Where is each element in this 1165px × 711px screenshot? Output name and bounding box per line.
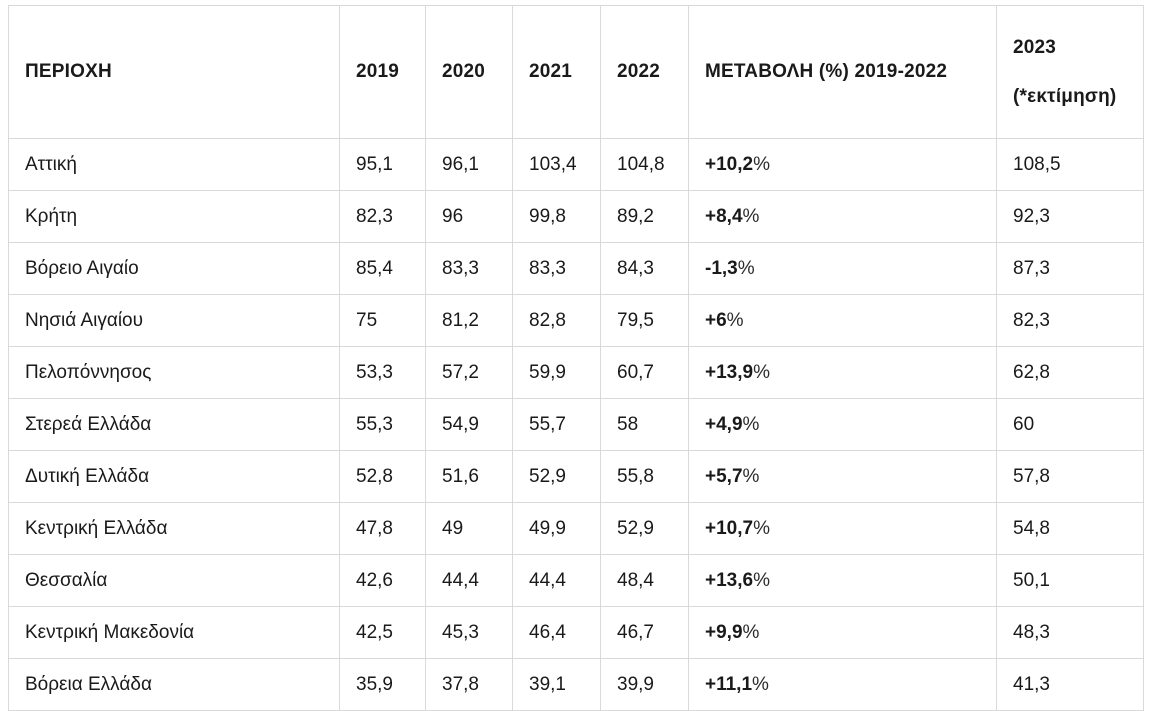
- percent-sign: %: [753, 361, 770, 383]
- value-2022-cell: 39,9: [601, 659, 689, 711]
- value-2022-cell: 52,9: [601, 503, 689, 555]
- table-header: [9, 6, 1144, 139]
- value-2019-cell: 42,6: [340, 555, 426, 607]
- change-value: +13,6: [705, 569, 754, 591]
- value-2019-cell: 55,3: [340, 399, 426, 451]
- value-2023-cell: 57,8: [997, 451, 1144, 503]
- region-cell: Θεσσαλία: [9, 555, 340, 607]
- column-header-change: ΜΕΤΑΒΟΛΗ (%) 2019-2022: [689, 6, 997, 139]
- header-row: [9, 6, 1144, 139]
- value-2022-cell: 60,7: [601, 347, 689, 399]
- value-2020-cell: 54,9: [426, 399, 513, 451]
- change-cell: [689, 607, 997, 659]
- value-2021-cell: 99,8: [513, 191, 601, 243]
- change-cell: [689, 139, 997, 191]
- value-2021-cell: 59,9: [513, 347, 601, 399]
- change-value: +5,7: [705, 465, 743, 487]
- column-header-region: ΠΕΡΙΟΧΗ: [9, 6, 340, 139]
- value-2021-cell: 39,1: [513, 659, 601, 711]
- value-2020-cell: 83,3: [426, 243, 513, 295]
- change-value: +6: [705, 309, 727, 331]
- region-cell: Βόρειο Αιγαίο: [9, 243, 340, 295]
- table-row: [9, 451, 1144, 503]
- change-value: +8,4: [705, 205, 743, 227]
- value-2021-cell: 44,4: [513, 555, 601, 607]
- region-cell: Βόρεια Ελλάδα: [9, 659, 340, 711]
- percent-sign: %: [726, 309, 744, 331]
- value-2019-cell: 52,8: [340, 451, 426, 503]
- change-value: -1,3: [705, 257, 738, 279]
- regions-table: [8, 5, 1144, 711]
- value-2023-cell: 41,3: [997, 659, 1144, 711]
- value-2023-cell: 87,3: [997, 243, 1144, 295]
- value-2019-cell: 42,5: [340, 607, 426, 659]
- value-2020-cell: 57,2: [426, 347, 513, 399]
- column-header-2021: 2021: [513, 6, 601, 139]
- value-2022-cell: 104,8: [601, 139, 689, 191]
- percent-sign: %: [753, 153, 770, 175]
- region-cell: Κρήτη: [9, 191, 340, 243]
- table-body: [9, 139, 1144, 711]
- value-2021-cell: 49,9: [513, 503, 601, 555]
- change-cell: [689, 243, 997, 295]
- value-2020-cell: 96: [426, 191, 513, 243]
- value-2021-cell: 46,4: [513, 607, 601, 659]
- change-cell: [689, 295, 997, 347]
- table-row: [9, 295, 1144, 347]
- region-cell: Αττική: [9, 139, 340, 191]
- table-row: [9, 243, 1144, 295]
- percent-sign: %: [752, 673, 769, 695]
- value-2022-cell: 46,7: [601, 607, 689, 659]
- table-row: [9, 399, 1144, 451]
- value-2021-cell: 52,9: [513, 451, 601, 503]
- value-2019-cell: 47,8: [340, 503, 426, 555]
- region-cell: Πελοπόννησος: [9, 347, 340, 399]
- value-2019-cell: 53,3: [340, 347, 426, 399]
- column-header-2020: 2020: [426, 6, 513, 139]
- region-cell: Κεντρική Μακεδονία: [9, 607, 340, 659]
- column-header-2023: [997, 6, 1144, 139]
- change-cell: [689, 659, 997, 711]
- value-2021-cell: 83,3: [513, 243, 601, 295]
- region-cell: Νησιά Αιγαίου: [9, 295, 340, 347]
- percent-sign: %: [737, 257, 755, 279]
- table-row: [9, 555, 1144, 607]
- region-cell: Κεντρική Ελλάδα: [9, 503, 340, 555]
- change-cell: [689, 399, 997, 451]
- value-2022-cell: 55,8: [601, 451, 689, 503]
- region-cell: Δυτική Ελλάδα: [9, 451, 340, 503]
- table-row: [9, 659, 1144, 711]
- value-2019-cell: 35,9: [340, 659, 426, 711]
- change-cell: [689, 555, 997, 607]
- value-2021-cell: 55,7: [513, 399, 601, 451]
- column-header-2023-year: 2023: [1013, 36, 1057, 58]
- column-header-2022: 2022: [601, 6, 689, 139]
- table-row: [9, 503, 1144, 555]
- value-2022-cell: 84,3: [601, 243, 689, 295]
- value-2022-cell: 79,5: [601, 295, 689, 347]
- value-2023-cell: 82,3: [997, 295, 1144, 347]
- value-2019-cell: 75: [340, 295, 426, 347]
- percent-sign: %: [742, 413, 760, 435]
- value-2023-cell: 108,5: [997, 139, 1144, 191]
- value-2023-cell: 60: [997, 399, 1144, 451]
- change-value: +11,1: [705, 673, 753, 695]
- value-2023-cell: 50,1: [997, 555, 1144, 607]
- change-cell: [689, 347, 997, 399]
- change-cell: [689, 191, 997, 243]
- change-value: +10,7: [705, 517, 754, 539]
- regions-table-wrapper: [8, 5, 1144, 711]
- change-value: +4,9: [705, 413, 743, 435]
- percent-sign: %: [753, 569, 770, 591]
- table-row: [9, 347, 1144, 399]
- percent-sign: %: [753, 517, 770, 539]
- value-2020-cell: 44,4: [426, 555, 513, 607]
- table-row: [9, 607, 1144, 659]
- value-2023-cell: 48,3: [997, 607, 1144, 659]
- change-value: +10,2: [705, 153, 754, 175]
- value-2019-cell: 82,3: [340, 191, 426, 243]
- value-2023-cell: 54,8: [997, 503, 1144, 555]
- value-2022-cell: 89,2: [601, 191, 689, 243]
- value-2022-cell: 48,4: [601, 555, 689, 607]
- value-2019-cell: 85,4: [340, 243, 426, 295]
- change-cell: [689, 503, 997, 555]
- change-value: +13,9: [705, 361, 754, 383]
- table-row: [9, 139, 1144, 191]
- percent-sign: %: [742, 465, 760, 487]
- region-cell: Στερεά Ελλάδα: [9, 399, 340, 451]
- change-value: +9,9: [705, 621, 743, 643]
- value-2020-cell: 37,8: [426, 659, 513, 711]
- value-2020-cell: 81,2: [426, 295, 513, 347]
- value-2019-cell: 95,1: [340, 139, 426, 191]
- value-2021-cell: 82,8: [513, 295, 601, 347]
- percent-sign: %: [742, 205, 760, 227]
- value-2022-cell: 58: [601, 399, 689, 451]
- change-cell: [689, 451, 997, 503]
- value-2020-cell: 49: [426, 503, 513, 555]
- value-2020-cell: 45,3: [426, 607, 513, 659]
- value-2023-cell: 92,3: [997, 191, 1144, 243]
- value-2021-cell: 103,4: [513, 139, 601, 191]
- table-row: [9, 191, 1144, 243]
- value-2020-cell: 96,1: [426, 139, 513, 191]
- percent-sign: %: [742, 621, 760, 643]
- column-header-2023-estimate: (*εκτίμηση): [1013, 85, 1117, 107]
- value-2020-cell: 51,6: [426, 451, 513, 503]
- value-2023-cell: 62,8: [997, 347, 1144, 399]
- column-header-2019: 2019: [340, 6, 426, 139]
